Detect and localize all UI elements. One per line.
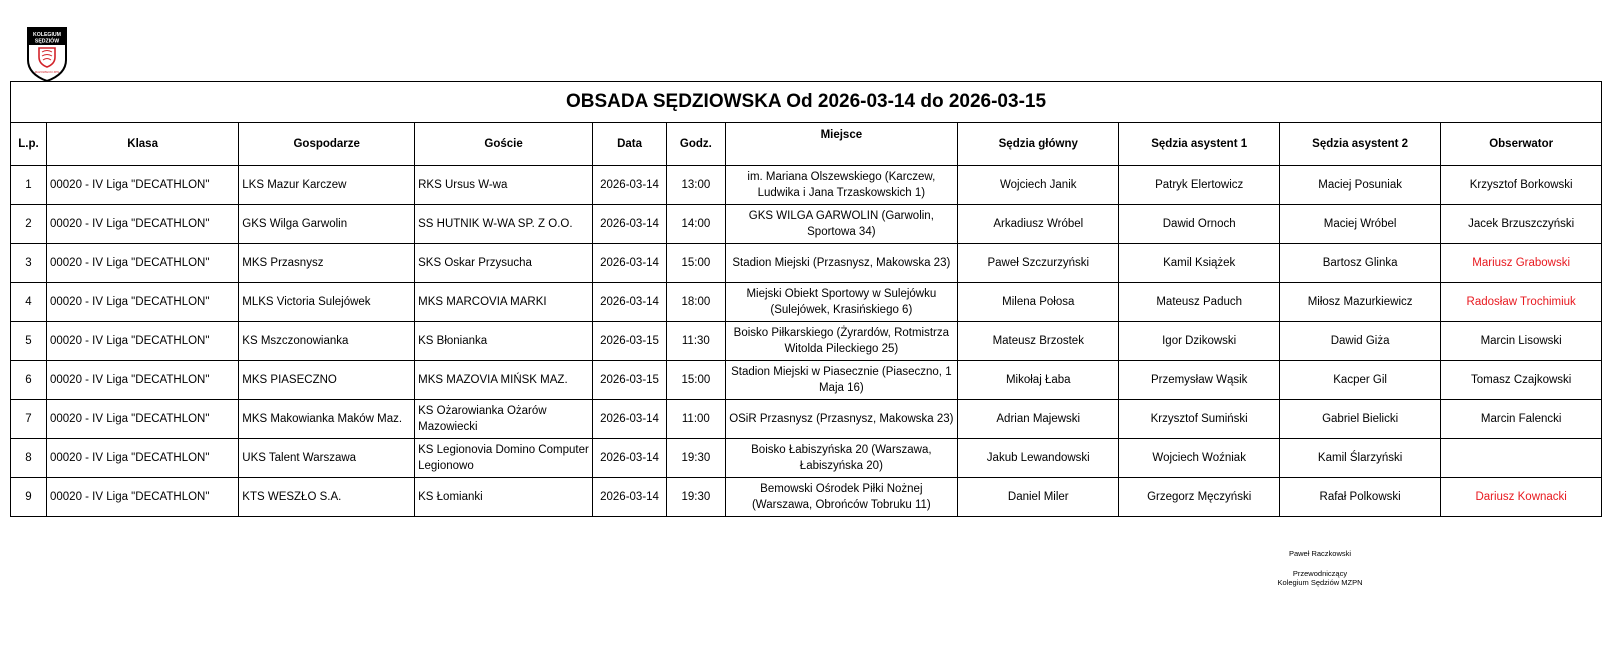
venue-cell: Stadion Miejski (Przasnysz, Makowska 23): [725, 244, 957, 283]
svg-text:SĘDZIÓW: SĘDZIÓW: [34, 38, 60, 45]
column-header: Data: [593, 123, 667, 166]
away-team-cell: KS Ożarowianka Ożarów Mazowiecki: [415, 400, 593, 439]
class-cell: 00020 - IV Liga "DECATHLON": [46, 361, 238, 400]
assignment-table: [10, 81, 1602, 517]
assistant-1-cell: Dawid Ornoch: [1119, 205, 1279, 244]
venue-cell: GKS WILGA GARWOLIN (Garwolin, Sportowa 34): [725, 205, 957, 244]
away-team-cell: SS HUTNIK W-WA SP. Z O.O.: [415, 205, 593, 244]
date-cell: 2026-03-14: [593, 283, 667, 322]
assistant-2-cell: Dawid Giża: [1279, 322, 1440, 361]
column-header: Sędzia asystent 2: [1279, 123, 1440, 166]
table-row: [11, 478, 1602, 517]
date-cell: 2026-03-15: [593, 322, 667, 361]
date-cell: 2026-03-14: [593, 439, 667, 478]
assistant-2-cell: Kamil Ślarzyński: [1279, 439, 1440, 478]
main-referee-cell: Paweł Szczurzyński: [958, 244, 1119, 283]
column-header: Klasa: [46, 123, 238, 166]
assistant-2-cell: Bartosz Glinka: [1279, 244, 1440, 283]
observer-cell: Marcin Falencki: [1441, 400, 1602, 439]
table-row: [11, 283, 1602, 322]
assistant-2-cell: Miłosz Mazurkiewicz: [1279, 283, 1440, 322]
table-row: [11, 166, 1602, 205]
away-team-cell: RKS Ursus W-wa: [415, 166, 593, 205]
home-team-cell: LKS Mazur Karczew: [239, 166, 415, 205]
observer-cell: Krzysztof Borkowski: [1441, 166, 1602, 205]
observer-cell: Mariusz Grabowski: [1441, 244, 1602, 283]
date-cell: 2026-03-14: [593, 244, 667, 283]
assistant-1-cell: Patryk Elertowicz: [1119, 166, 1279, 205]
venue-cell: OSiR Przasnysz (Przasnysz, Makowska 23): [725, 400, 957, 439]
date-cell: 2026-03-15: [593, 361, 667, 400]
home-team-cell: KTS WESZŁO S.A.: [239, 478, 415, 517]
table-row: [11, 244, 1602, 283]
time-cell: 14:00: [667, 205, 726, 244]
assistant-1-cell: Przemysław Wąsik: [1119, 361, 1279, 400]
column-header: Sędzia główny: [958, 123, 1119, 166]
class-cell: 00020 - IV Liga "DECATHLON": [46, 478, 238, 517]
column-header: Gospodarze: [239, 123, 415, 166]
main-referee-cell: Jakub Lewandowski: [958, 439, 1119, 478]
observer-cell: Jacek Brzuszczyński: [1441, 205, 1602, 244]
date-cell: 2026-03-14: [593, 205, 667, 244]
row-number: 1: [11, 166, 47, 205]
row-number: 4: [11, 283, 47, 322]
venue-cell: Boisko Łabiszyńska 20 (Warszawa, Łabiszyńska 20): [725, 439, 957, 478]
date-cell: 2026-03-14: [593, 478, 667, 517]
venue-cell: Stadion Miejski w Piasecznie (Piaseczno, 1 Maja 16): [725, 361, 957, 400]
observer-cell: [1441, 439, 1602, 478]
main-referee-cell: Mikołaj Łaba: [958, 361, 1119, 400]
assistant-1-cell: Igor Dzikowski: [1119, 322, 1279, 361]
home-team-cell: MKS PIASECZNO: [239, 361, 415, 400]
time-cell: 15:00: [667, 244, 726, 283]
venue-cell: Boisko Piłkarskiego (Żyrardów, Rotmistrza Witolda Pileckiego 25): [725, 322, 957, 361]
venue-cell: Bemowski Ośrodek Piłki Nożnej (Warszawa, Obrońców Tobruku 11): [725, 478, 957, 517]
assistant-2-cell: Maciej Posuniak: [1279, 166, 1440, 205]
row-number: 9: [11, 478, 47, 517]
assistant-1-cell: Wojciech Woźniak: [1119, 439, 1279, 478]
page-title: OBSADA SĘDZIOWSKA Od 2026-03-14 do 2026-03-15: [11, 82, 1602, 123]
column-header: L.p.: [11, 123, 47, 166]
assistant-2-cell: Maciej Wróbel: [1279, 205, 1440, 244]
class-cell: 00020 - IV Liga "DECATHLON": [46, 400, 238, 439]
time-cell: 11:00: [667, 400, 726, 439]
home-team-cell: KS Mszczonowianka: [239, 322, 415, 361]
assistant-1-cell: Krzysztof Sumiński: [1119, 400, 1279, 439]
venue-cell: Miejski Obiekt Sportowy w Sulejówku (Sulejówek, Krasińskiego 6): [725, 283, 957, 322]
signature-role: Przewodniczący: [1292, 569, 1348, 578]
time-cell: 15:00: [667, 361, 726, 400]
home-team-cell: GKS Wilga Garwolin: [239, 205, 415, 244]
observer-cell: Marcin Lisowski: [1441, 322, 1602, 361]
assistant-2-cell: Kacper Gil: [1279, 361, 1440, 400]
table-row: [11, 361, 1602, 400]
table-row: [11, 439, 1602, 478]
time-cell: 19:30: [667, 439, 726, 478]
main-referee-cell: Mateusz Brzostek: [958, 322, 1119, 361]
home-team-cell: MLKS Victoria Sulejówek: [239, 283, 415, 322]
kolegium-logo: [26, 26, 68, 82]
main-referee-cell: Arkadiusz Wróbel: [958, 205, 1119, 244]
date-cell: 2026-03-14: [593, 166, 667, 205]
column-header: Obserwator: [1441, 123, 1602, 166]
time-cell: 11:30: [667, 322, 726, 361]
column-header: Miejsce: [725, 123, 957, 166]
main-referee-cell: Milena Połosa: [958, 283, 1119, 322]
column-header: Godz.: [667, 123, 726, 166]
home-team-cell: MKS Makowianka Maków Maz.: [239, 400, 415, 439]
time-cell: 18:00: [667, 283, 726, 322]
main-referee-cell: Wojciech Janik: [958, 166, 1119, 205]
assistant-2-cell: Rafał Polkowski: [1279, 478, 1440, 517]
away-team-cell: MKS MARCOVIA MARKI: [415, 283, 593, 322]
assistant-1-cell: Kamil Książek: [1119, 244, 1279, 283]
class-cell: 00020 - IV Liga "DECATHLON": [46, 205, 238, 244]
assistant-2-cell: Gabriel Bielicki: [1279, 400, 1440, 439]
table-row: [11, 400, 1602, 439]
observer-cell: Radosław Trochimiuk: [1441, 283, 1602, 322]
away-team-cell: MKS MAZOVIA MIŃSK MAZ.: [415, 361, 593, 400]
observer-cell: Tomasz Czajkowski: [1441, 361, 1602, 400]
assistant-1-cell: Grzegorz Męczyński: [1119, 478, 1279, 517]
table-row: [11, 205, 1602, 244]
time-cell: 19:30: [667, 478, 726, 517]
header-row: [11, 123, 1602, 166]
home-team-cell: UKS Talent Warszawa: [239, 439, 415, 478]
signature-name: Paweł Raczkowski: [1288, 549, 1352, 558]
home-team-cell: MKS Przasnysz: [239, 244, 415, 283]
row-number: 7: [11, 400, 47, 439]
class-cell: 00020 - IV Liga "DECATHLON": [46, 283, 238, 322]
column-header: Goście: [415, 123, 593, 166]
venue-cell: im. Mariana Olszewskiego (Karczew, Ludwika i Jana Trzaskowskich 1): [725, 166, 957, 205]
time-cell: 13:00: [667, 166, 726, 205]
signature-organization: Kolegium Sędziów MZPN: [1277, 578, 1363, 587]
assistant-1-cell: Mateusz Paduch: [1119, 283, 1279, 322]
class-cell: 00020 - IV Liga "DECATHLON": [46, 439, 238, 478]
row-number: 6: [11, 361, 47, 400]
away-team-cell: KS Łomianki: [415, 478, 593, 517]
svg-text:MAZOWIECKI ZPN: MAZOWIECKI ZPN: [34, 70, 60, 74]
row-number: 8: [11, 439, 47, 478]
observer-cell: Dariusz Kownacki: [1441, 478, 1602, 517]
row-number: 2: [11, 205, 47, 244]
date-cell: 2026-03-14: [593, 400, 667, 439]
row-number: 3: [11, 244, 47, 283]
away-team-cell: KS Legionovia Domino Computer Legionowo: [415, 439, 593, 478]
main-referee-cell: Adrian Majewski: [958, 400, 1119, 439]
away-team-cell: SKS Oskar Przysucha: [415, 244, 593, 283]
class-cell: 00020 - IV Liga "DECATHLON": [46, 322, 238, 361]
row-number: 5: [11, 322, 47, 361]
table-row: [11, 322, 1602, 361]
class-cell: 00020 - IV Liga "DECATHLON": [46, 244, 238, 283]
class-cell: 00020 - IV Liga "DECATHLON": [46, 166, 238, 205]
away-team-cell: KS Błonianka: [415, 322, 593, 361]
main-referee-cell: Daniel Miler: [958, 478, 1119, 517]
column-header: Sędzia asystent 1: [1119, 123, 1279, 166]
svg-text:KOLEGIUM: KOLEGIUM: [33, 32, 61, 38]
